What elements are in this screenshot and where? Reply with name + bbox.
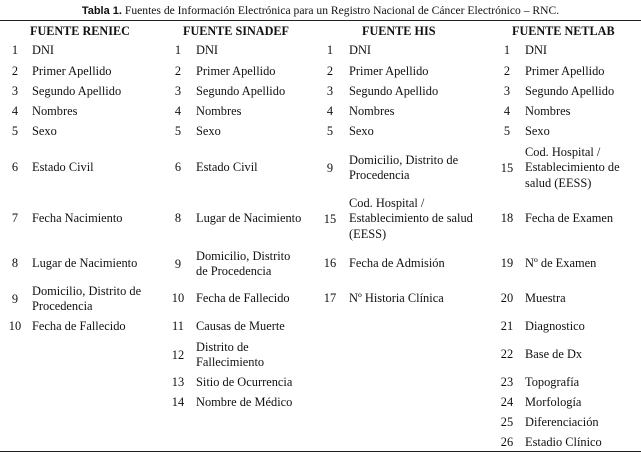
column-header-sinadef: FUENTE SINADEF [183,24,289,38]
field-name: Domicilio, Distrito de Procedencia [349,152,459,182]
table-row [0,415,641,431]
table-caption-text: Fuentes de Información Electrónica para un Registro Nacional de Cáncer Electrónico – RNC. [124,4,560,17]
field-name: Diferenciación [525,415,599,430]
row-number: 13 [171,375,185,390]
row-number: 5 [174,124,182,139]
table-row [0,291,641,307]
row-number: 18 [500,211,514,226]
field-name: Nº Historia Clínica [349,291,444,306]
row-number: 7 [11,211,19,226]
row-number: 20 [500,291,514,306]
row-number: 22 [500,347,514,362]
row-number: 3 [174,84,182,99]
table-row [0,84,641,100]
row-number: 1 [11,43,19,58]
field-name: Primer Apellido [196,64,276,79]
field-name: Fecha de Admisión [349,256,445,271]
column-header-his: FUENTE HIS [362,24,436,38]
row-number: 5 [11,124,19,139]
table-row [0,104,641,120]
row-number: 2 [11,64,19,79]
field-name: Topografía [525,375,580,390]
row-number: 10 [8,319,22,334]
row-number: 5 [326,124,334,139]
table-row [0,435,641,451]
field-name: Segundo Apellido [196,84,286,99]
field-name: Primer Apellido [525,64,605,79]
row-number: 8 [11,256,19,271]
table-row [0,395,641,411]
field-name: Estado Civil [32,160,94,175]
field-name: Sexo [525,124,550,139]
row-number: 2 [326,64,334,79]
field-name: Sexo [32,124,57,139]
field-name: Primer Apellido [32,64,112,79]
row-number: 4 [326,104,334,119]
row-number: 2 [503,64,511,79]
row-number: 9 [11,291,19,306]
field-name: Sexo [196,124,221,139]
field-name: Cod. Hospital / Establecimiento de salud (EESS) [349,195,473,241]
row-number: 3 [11,84,19,99]
field-name: Nombres [196,104,242,119]
field-name: Primer Apellido [349,64,429,79]
row-number: 4 [503,104,511,119]
row-number: 8 [174,211,182,226]
table-caption [0,4,641,18]
row-number: 5 [503,124,511,139]
table-row [0,124,641,140]
table-row [0,64,641,80]
table-row [0,256,641,272]
field-name: Nombres [525,104,571,119]
field-name: Fecha de Fallecido [32,319,126,334]
table-row [0,319,641,335]
row-number: 1 [326,43,334,58]
field-name: Distrito de Fallecimiento [196,339,265,369]
field-name: Causas de Muerte [196,319,285,334]
column-header-reniec: FUENTE RENIEC [30,24,130,38]
table-row [0,43,641,59]
field-name: Diagnostico [525,319,585,334]
field-name: Estadio Clínico [525,435,602,450]
field-name: Nº de Examen [525,256,597,271]
field-name: DNI [525,43,548,58]
field-name: Lugar de Nacimiento [196,211,302,226]
field-name: Morfología [525,395,582,410]
row-number: 21 [500,319,514,334]
row-number: 25 [500,415,514,430]
field-name: Segundo Apellido [349,84,439,99]
row-number: 15 [323,211,337,226]
field-name: Estado Civil [196,160,258,175]
row-number: 12 [171,347,185,362]
row-number: 15 [500,160,514,175]
row-number: 9 [326,160,334,175]
row-number: 26 [500,435,514,450]
row-number: 1 [174,43,182,58]
row-number: 3 [326,84,334,99]
field-name: DNI [32,43,55,58]
row-number: 4 [174,104,182,119]
row-number: 11 [172,319,184,334]
field-name: Fecha de Examen [525,211,614,226]
field-name: Nombres [349,104,395,119]
row-number: 2 [174,64,182,79]
column-header-netlab: FUENTE NETLAB [512,24,615,38]
field-name: Sitio de Ocurrencia [196,375,293,390]
row-number: 9 [174,256,182,271]
field-name: Segundo Apellido [525,84,615,99]
row-number: 16 [323,256,337,271]
field-name: Nombre de Médico [196,395,293,410]
row-number: 6 [11,160,19,175]
row-number: 17 [323,291,337,306]
table-caption-label: Tabla 1. [81,5,122,17]
field-name: Domicilio, Distrito de Procedencia [32,283,142,313]
field-name: DNI [349,43,372,58]
table-top-rule [0,20,641,21]
field-name: Segundo Apellido [32,84,122,99]
table-row [0,145,641,192]
table-bottom-rule [0,451,641,452]
field-name: Muestra [525,291,566,306]
field-name: Nombres [32,104,78,119]
field-name: Fecha de Fallecido [196,291,290,306]
row-number: 10 [171,291,185,306]
field-name: Fecha Nacimiento [32,211,123,226]
field-name: Lugar de Nacimiento [32,256,138,271]
row-number: 24 [500,395,514,410]
row-number: 6 [174,160,182,175]
field-name: Cod. Hospital / Establecimiento de salud (EESS) [525,144,620,190]
table-row [0,347,641,363]
table-row [0,211,641,227]
row-number: 19 [500,256,514,271]
field-name: Base de Dx [525,347,583,362]
row-number: 4 [11,104,19,119]
field-name: Domicilio, Distrito de Procedencia [196,248,291,278]
table-row [0,375,641,391]
row-number: 14 [171,395,185,410]
row-number: 23 [500,375,514,390]
field-name: Sexo [349,124,374,139]
row-number: 3 [503,84,511,99]
row-number: 1 [503,43,511,58]
field-name: DNI [196,43,219,58]
